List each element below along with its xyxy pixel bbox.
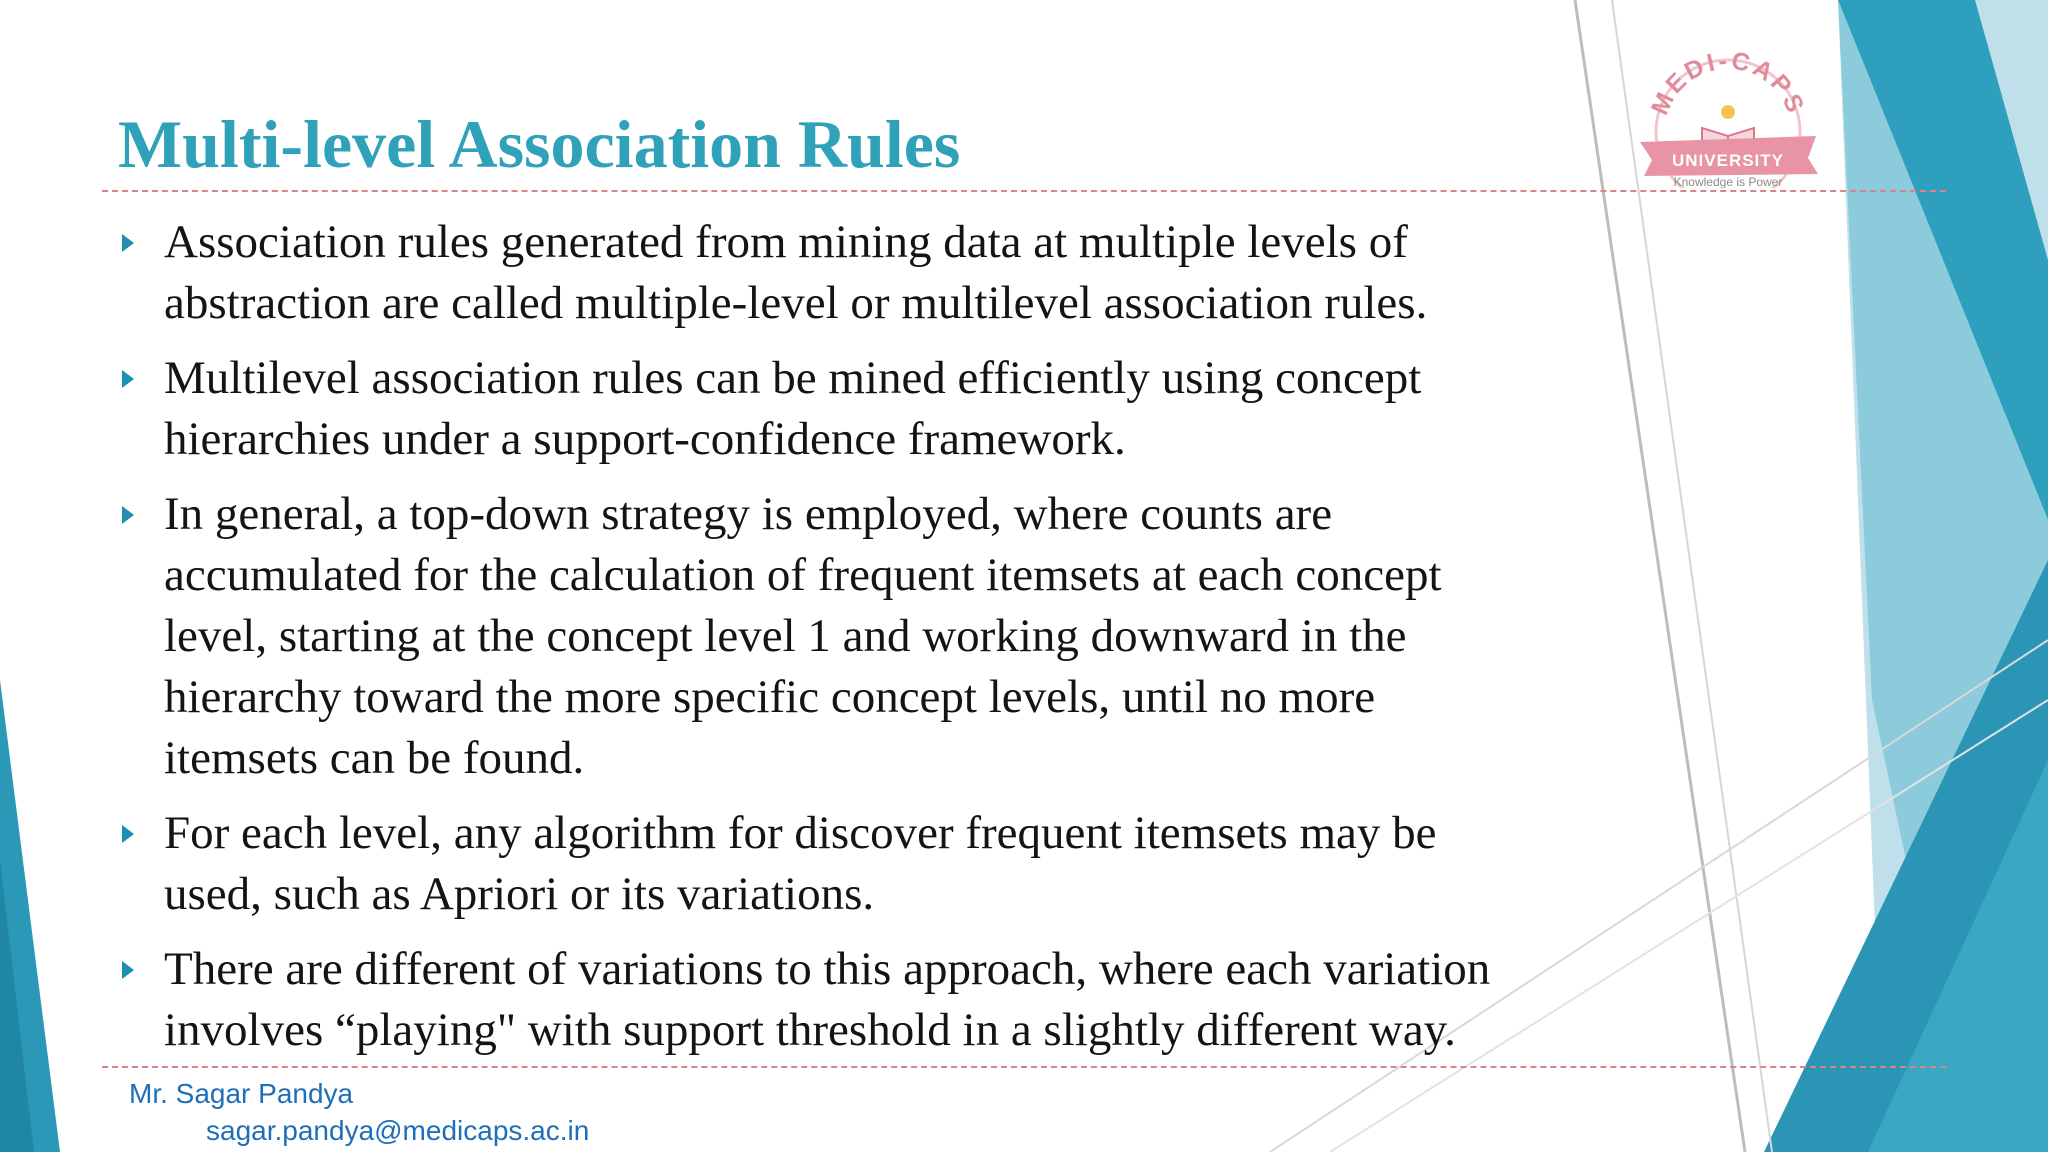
- bullet-arrow-icon: [118, 348, 164, 409]
- bullet-item: [118, 939, 1638, 1061]
- bullet-text: In general, a top-down strategy is employed, where counts are accumulated for the calculation of frequent itemsets at each concept level, starting at the concept level 1 and working downward in the hierarchy toward the more specific concept levels, until no more itemsets can be found.: [164, 488, 1442, 784]
- logo-ribbon-text: UNIVERSITY: [1671, 151, 1785, 170]
- bullet-item: [118, 348, 1638, 470]
- bullet-arrow-icon: [118, 484, 164, 545]
- title-divider: [102, 190, 1946, 192]
- logo-tagline: Knowledge is Power: [1673, 175, 1783, 188]
- logo-arc-text: MEDI-CAPS: [1645, 46, 1811, 120]
- bullet-item: [118, 803, 1638, 925]
- bullet-list: [118, 212, 1638, 1075]
- university-logo: [1620, 36, 1830, 188]
- bullet-arrow-icon: [118, 939, 164, 1000]
- footer-divider: [102, 1066, 1946, 1068]
- bullet-item: [118, 484, 1638, 789]
- bullet-arrow-icon: [118, 803, 164, 864]
- bullet-text: For each level, any algorithm for discover frequent itemsets may be used, such as Apriori or its variations.: [164, 807, 1437, 920]
- bullet-text: There are different of variations to this approach, where each variation involves “playing" with support threshold in a slightly different way.: [164, 943, 1491, 1056]
- bullet-item: [118, 212, 1638, 334]
- footer-author: Mr. Sagar Pandya: [129, 1078, 354, 1109]
- slide-title: Multi-level Association Rules: [118, 106, 961, 182]
- bullet-arrow-icon: [118, 212, 164, 273]
- bullet-text: Multilevel association rules can be mined efficiently using concept hierarchies under a support-confidence framework.: [164, 352, 1422, 465]
- bullet-text: Association rules generated from mining data at multiple levels of abstraction are called multiple-level or multilevel association rules.: [164, 216, 1428, 329]
- footer-email: sagar.pandya@medicaps.ac.in: [206, 1115, 590, 1146]
